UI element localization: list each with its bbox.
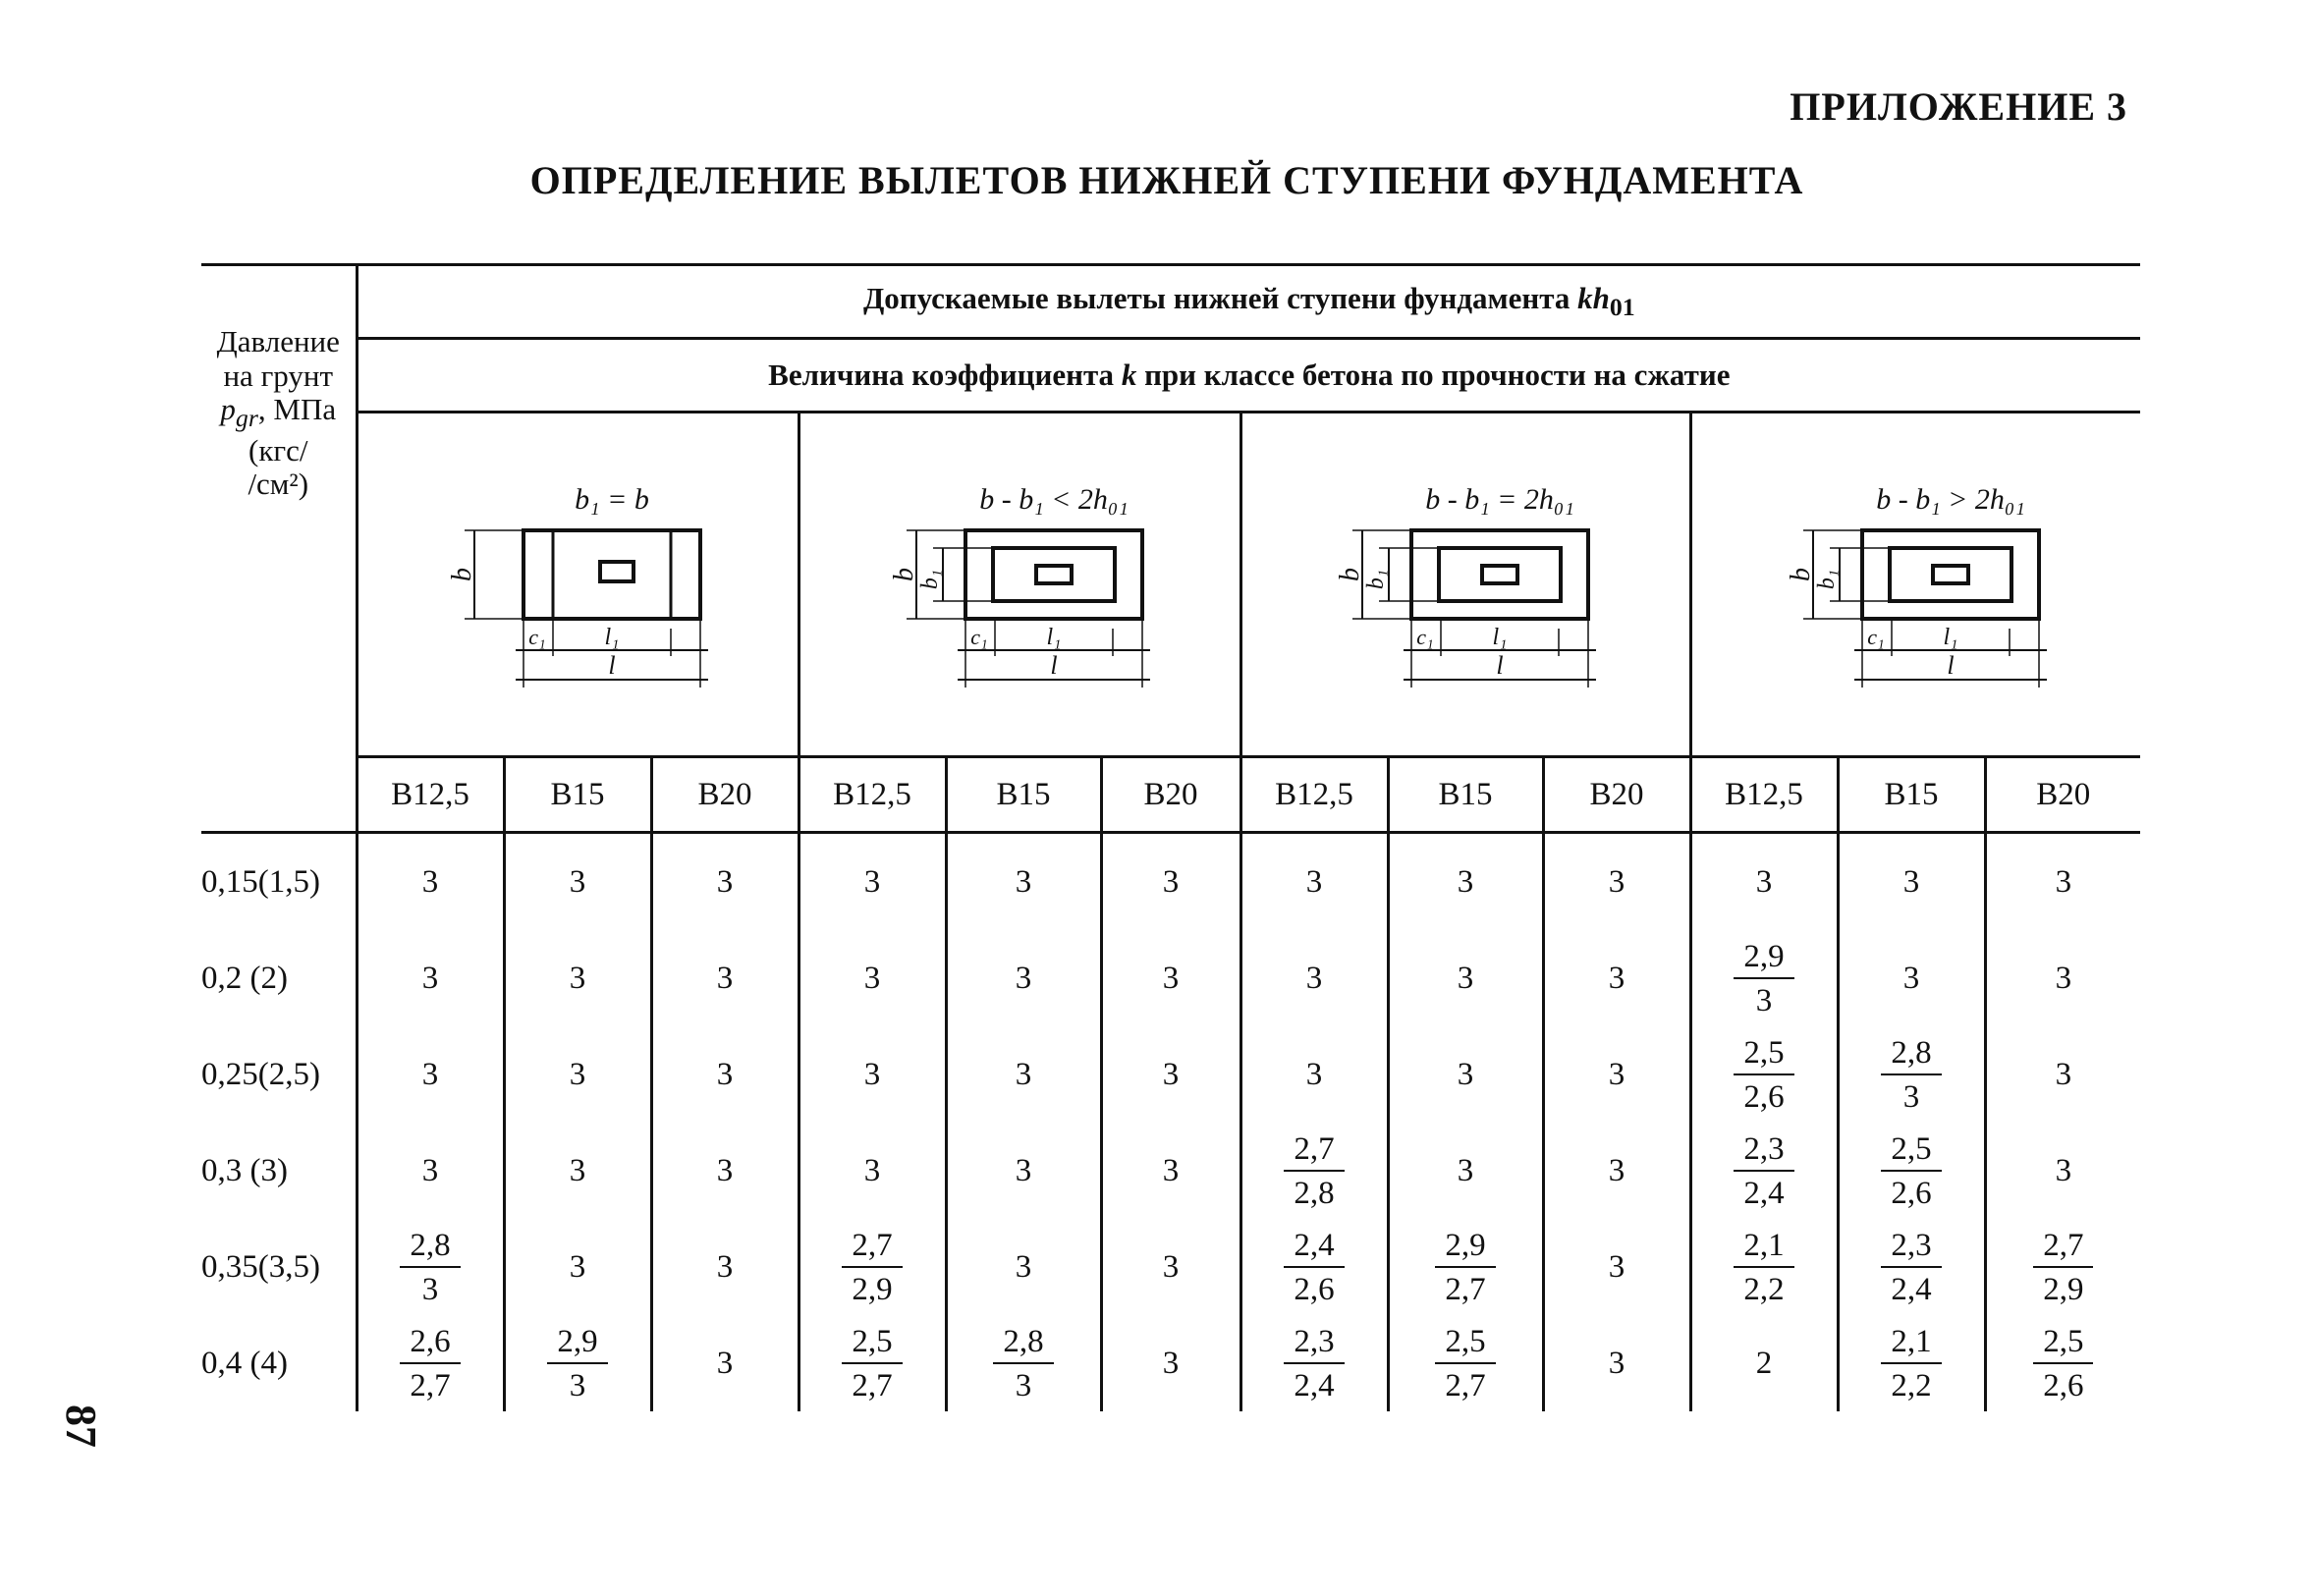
k-value-cell [1101, 1315, 1240, 1411]
k-value-cell [1388, 1026, 1543, 1123]
k-value: 3 [863, 1152, 881, 1188]
pressure-value: 0,15(1,5) [201, 863, 320, 900]
footing-diagram-2 [872, 471, 1167, 697]
diagram-l-label: l [608, 651, 616, 680]
k-value-cell [1985, 833, 2140, 931]
diagram-condition-label: b - b₁ > 2h₀₁ [1876, 483, 2025, 516]
k-denominator: 3 [421, 1272, 439, 1307]
k-value-cell [357, 1315, 504, 1411]
diagram-l1-label: l₁ [1492, 625, 1508, 650]
group-header-1-sub: 01 [1609, 293, 1635, 322]
k-value-cell [1240, 930, 1388, 1026]
footing-diagram-1 [430, 471, 725, 697]
k-value-cell [1101, 1026, 1240, 1123]
k-value-cell [1690, 1219, 1838, 1315]
k-value: 3 [1457, 960, 1474, 996]
k-fraction [400, 1326, 460, 1403]
k-value-cell [1985, 1123, 2140, 1219]
pressure-header [201, 265, 357, 833]
k-fraction [1881, 1326, 1941, 1403]
k-value: 3 [421, 960, 439, 996]
k-value-cell [1101, 930, 1240, 1026]
group-header-1 [357, 265, 2140, 339]
k-numerator: 2,3 [1734, 1133, 1793, 1172]
diagram-l1-label: l₁ [1046, 625, 1062, 650]
k-value: 3 [1162, 1056, 1180, 1092]
k-value-cell [357, 1123, 504, 1219]
k-denominator: 2,6 [1294, 1272, 1335, 1307]
concrete-grade-header: B15 [504, 757, 651, 833]
k-denominator: 2,4 [1891, 1272, 1932, 1307]
k-value: 3 [569, 960, 586, 996]
k-value: 3 [1162, 1345, 1180, 1381]
pressure-line-1: Давление [216, 324, 340, 358]
group-header-1-text: Допускаемые вылеты нижней ступени фундамента [862, 280, 1578, 315]
diagram-b-label: b [447, 568, 477, 581]
diagram-l-label: l [1496, 651, 1504, 680]
k-value-cell [1543, 930, 1690, 1026]
k-value-cell [651, 833, 799, 931]
k-numerator: 2,9 [1734, 941, 1793, 979]
k-value-cell [1690, 930, 1838, 1026]
k-value-cell [1543, 1026, 1690, 1123]
k-value: 3 [1162, 863, 1180, 900]
k-value: 3 [2055, 1056, 2072, 1092]
k-value-cell [1985, 1026, 2140, 1123]
k-value-cell [946, 833, 1101, 931]
k-value-cell [799, 1315, 946, 1411]
k-value-cell [946, 1123, 1101, 1219]
k-denominator: 2,7 [410, 1368, 451, 1403]
pressure-line-5: /см²) [248, 467, 309, 502]
k-fraction [1435, 1326, 1495, 1403]
k-value-cell [357, 1026, 504, 1123]
k-value: 3 [1015, 1056, 1032, 1092]
k-value-cell [946, 1219, 1101, 1315]
k-denominator: 2,7 [1445, 1272, 1486, 1307]
table-row [201, 1219, 2140, 1315]
k-fraction [2033, 1326, 2093, 1403]
diagram-l1-label: l₁ [1943, 625, 1958, 650]
k-numerator: 2,1 [1881, 1326, 1941, 1364]
k-value: 3 [1162, 1248, 1180, 1285]
diagram-b1-label: b₁ [917, 569, 943, 590]
pressure-value: 0,4 (4) [201, 1345, 288, 1381]
page-title: ОПРЕДЕЛЕНИЕ ВЫЛЕТОВ НИЖНЕЙ СТУПЕНИ ФУНДАМЕНТА [529, 158, 1804, 202]
k-value-cell [1543, 1123, 1690, 1219]
k-value-cell [1388, 1219, 1543, 1315]
k-value-cell [651, 930, 799, 1026]
concrete-grade-header: B12,5 [1240, 757, 1388, 833]
k-numerator: 2,7 [1284, 1133, 1344, 1172]
k-value-cell [1690, 1026, 1838, 1123]
k-value-cell [1838, 1123, 1985, 1219]
pressure-value: 0,35(3,5) [201, 1248, 320, 1285]
k-value-cell [946, 930, 1101, 1026]
k-denominator: 3 [1755, 983, 1773, 1018]
k-value-cell [1838, 1219, 1985, 1315]
concrete-grade-header: B15 [946, 757, 1101, 833]
k-value-cell [1985, 930, 2140, 1026]
k-denominator: 2,6 [2043, 1368, 2084, 1403]
k-value: 3 [421, 1152, 439, 1188]
k-value-cell [946, 1026, 1101, 1123]
group-header-2 [357, 339, 2140, 413]
pressure-value: 0,3 (3) [201, 1152, 288, 1188]
k-value: 3 [716, 1056, 734, 1092]
k-denominator: 3 [1015, 1368, 1032, 1403]
k-fraction [842, 1326, 902, 1403]
k-numerator: 2,8 [400, 1230, 460, 1268]
group-header-2-text-b: при классе бетона по прочности на сжатие [1136, 358, 1731, 392]
diagram-b-label: b [1785, 568, 1816, 581]
k-value: 3 [716, 863, 734, 900]
k-value-cell [651, 1026, 799, 1123]
k-value-cell [946, 1315, 1101, 1411]
appendix-label: ПРИЛОЖЕНИЕ 3 [1790, 84, 2127, 129]
k-denominator: 2,2 [1743, 1272, 1785, 1307]
k-value-cell [651, 1315, 799, 1411]
k-fraction [1734, 1230, 1793, 1306]
k-value-cell [1838, 930, 1985, 1026]
k-denominator: 3 [569, 1368, 586, 1403]
k-value: 3 [716, 1345, 734, 1381]
k-value: 3 [2055, 960, 2072, 996]
k-value: 3 [716, 1152, 734, 1188]
diagram-condition-label: b - b₁ < 2h₀₁ [979, 483, 1129, 516]
k-denominator: 3 [1902, 1079, 1920, 1115]
k-value-cell [1543, 833, 1690, 931]
k-value-cell [1838, 1315, 1985, 1411]
k-value-cell [1690, 833, 1838, 931]
k-value-cell [1388, 833, 1543, 931]
k-value-cell [1240, 833, 1388, 931]
diagram-b1-label: b₁ [1813, 569, 1840, 590]
group-header-2-text-a: Величина коэффициента [768, 358, 1122, 392]
k-value: 2 [1755, 1345, 1773, 1381]
k-value-cell [1543, 1315, 1690, 1411]
diagram-l-label: l [1947, 651, 1955, 680]
k-denominator: 2,9 [2043, 1272, 2084, 1307]
k-value-cell [1985, 1315, 2140, 1411]
k-denominator: 2,4 [1743, 1176, 1785, 1211]
k-fraction [1881, 1230, 1941, 1306]
k-denominator: 2,7 [1445, 1368, 1486, 1403]
k-denominator: 2,7 [852, 1368, 893, 1403]
table-row [201, 1026, 2140, 1123]
concrete-grade-header: B15 [1388, 757, 1543, 833]
k-value-cell [504, 1123, 651, 1219]
pressure-subscript: gr [235, 404, 258, 433]
k-numerator: 2,3 [1284, 1326, 1344, 1364]
k-fraction [1734, 1037, 1793, 1114]
k-value-cell [1101, 1219, 1240, 1315]
concrete-grade-header: B20 [1101, 757, 1240, 833]
diagram-cell-4 [1690, 413, 2140, 757]
k-value: 3 [421, 1056, 439, 1092]
k-fraction [1881, 1133, 1941, 1210]
k-value-cell [1690, 1123, 1838, 1219]
k-value-cell [1388, 1315, 1543, 1411]
coefficient-table [201, 263, 2140, 1411]
k-numerator: 2,7 [2033, 1230, 2093, 1268]
k-fraction [400, 1230, 460, 1306]
k-numerator: 2,8 [993, 1326, 1053, 1364]
k-value-cell [504, 833, 651, 931]
diagram-c1-label: c₁ [970, 625, 988, 649]
k-value-cell [651, 1219, 799, 1315]
k-value-cell [1101, 833, 1240, 931]
k-value: 3 [1015, 960, 1032, 996]
k-value-cell [799, 833, 946, 931]
k-fraction [1734, 1133, 1793, 1210]
k-value: 3 [1015, 863, 1032, 900]
diagram-condition-label: b - b₁ = 2h₀₁ [1425, 483, 1574, 516]
diagram-c1-label: c₁ [1867, 625, 1885, 649]
k-value: 3 [1305, 960, 1323, 996]
k-value-cell [799, 1123, 946, 1219]
diagram-b-label: b [889, 568, 919, 581]
k-numerator: 2,5 [1881, 1133, 1941, 1172]
k-value: 3 [1608, 1056, 1625, 1092]
k-value: 3 [1305, 1056, 1323, 1092]
k-value-cell [1543, 1219, 1690, 1315]
diagram-b-label: b [1335, 568, 1365, 581]
k-value: 3 [1015, 1152, 1032, 1188]
k-denominator: 2,4 [1294, 1368, 1335, 1403]
k-value: 3 [1162, 960, 1180, 996]
footing-diagram-3 [1318, 471, 1613, 697]
k-value-cell [799, 1026, 946, 1123]
pressure-unit: , МПа [257, 392, 337, 427]
table-row [201, 833, 2140, 931]
diagram-cell-3 [1240, 413, 1690, 757]
k-value: 3 [1608, 1152, 1625, 1188]
k-value-cell [1985, 1219, 2140, 1315]
k-fraction [1284, 1133, 1344, 1210]
concrete-grade-header: B12,5 [357, 757, 504, 833]
k-value: 3 [1755, 863, 1773, 900]
k-numerator: 2,9 [547, 1326, 607, 1364]
k-value: 3 [1015, 1248, 1032, 1285]
k-value-cell [1240, 1315, 1388, 1411]
concrete-grade-header: B15 [1838, 757, 1985, 833]
k-numerator: 2,8 [1881, 1037, 1941, 1075]
k-value: 3 [1608, 1248, 1625, 1285]
k-value: 3 [716, 1248, 734, 1285]
page-number: 87 [57, 1404, 105, 1448]
k-value-cell [357, 833, 504, 931]
k-denominator: 2,6 [1743, 1079, 1785, 1115]
k-value: 3 [569, 1152, 586, 1188]
k-value: 3 [1902, 960, 1920, 996]
k-value: 3 [1305, 863, 1323, 900]
k-value: 3 [569, 1248, 586, 1285]
k-fraction [1284, 1230, 1344, 1306]
k-denominator: 2,9 [852, 1272, 893, 1307]
k-fraction [1734, 941, 1793, 1018]
k-value: 3 [863, 960, 881, 996]
k-value: 3 [1608, 1345, 1625, 1381]
diagram-condition-label: b₁ = b [575, 483, 649, 516]
k-value: 3 [2055, 863, 2072, 900]
k-value: 3 [2055, 1152, 2072, 1188]
k-numerator: 2,5 [842, 1326, 902, 1364]
k-value-cell [504, 1219, 651, 1315]
k-value-cell [799, 930, 946, 1026]
k-value-cell [1240, 1219, 1388, 1315]
k-value-cell [1240, 1123, 1388, 1219]
k-numerator: 2,5 [2033, 1326, 2093, 1364]
pressure-value: 0,25(2,5) [201, 1056, 320, 1092]
k-numerator: 2,9 [1435, 1230, 1495, 1268]
concrete-grade-header: B20 [1543, 757, 1690, 833]
diagram-c1-label: c₁ [1416, 625, 1434, 649]
table-row [201, 1123, 2140, 1219]
k-value: 3 [863, 863, 881, 900]
pressure-symbol: p [220, 392, 236, 427]
k-value-cell [504, 1315, 651, 1411]
k-value-cell [1690, 1315, 1838, 1411]
k-value: 3 [421, 863, 439, 900]
k-value: 3 [716, 960, 734, 996]
k-value: 3 [863, 1056, 881, 1092]
k-value: 3 [1608, 863, 1625, 900]
table-row [201, 1315, 2140, 1411]
k-numerator: 2,6 [400, 1326, 460, 1364]
k-fraction [842, 1230, 902, 1306]
k-numerator: 2,1 [1734, 1230, 1793, 1268]
k-numerator: 2,5 [1435, 1326, 1495, 1364]
diagram-c1-label: c₁ [528, 625, 546, 649]
k-value-cell [1388, 1123, 1543, 1219]
k-fraction [1284, 1326, 1344, 1403]
diagram-cell-2 [799, 413, 1240, 757]
k-fraction [2033, 1230, 2093, 1306]
pressure-line-4: (кгс/ [248, 432, 308, 468]
group-header-1-symbol: kh [1577, 280, 1610, 315]
k-value-cell [504, 930, 651, 1026]
k-fraction [547, 1326, 607, 1403]
k-numerator: 2,5 [1734, 1037, 1793, 1075]
diagram-cell-1 [357, 413, 799, 757]
k-value-cell [1838, 1026, 1985, 1123]
concrete-grade-header: B12,5 [799, 757, 946, 833]
k-value: 3 [569, 1056, 586, 1092]
k-numerator: 2,3 [1881, 1230, 1941, 1268]
k-fraction [1435, 1230, 1495, 1306]
k-denominator: 2,8 [1294, 1176, 1335, 1211]
k-denominator: 2,2 [1891, 1368, 1932, 1403]
k-value: 3 [1457, 1152, 1474, 1188]
k-value: 3 [569, 863, 586, 900]
k-value: 3 [1162, 1152, 1180, 1188]
k-value-cell [651, 1123, 799, 1219]
k-value-cell [357, 930, 504, 1026]
pressure-line-2: на грунт [223, 358, 334, 393]
concrete-grade-header: B20 [1985, 757, 2140, 833]
k-value: 3 [1902, 863, 1920, 900]
k-value-cell [1838, 833, 1985, 931]
k-value: 3 [1457, 1056, 1474, 1092]
diagram-l1-label: l₁ [604, 625, 620, 650]
k-value-cell [799, 1219, 946, 1315]
k-fraction [993, 1326, 1053, 1403]
k-numerator: 2,4 [1284, 1230, 1344, 1268]
k-value-cell [504, 1026, 651, 1123]
k-value-cell [1101, 1123, 1240, 1219]
k-numerator: 2,7 [842, 1230, 902, 1268]
k-value: 3 [1608, 960, 1625, 996]
k-denominator: 2,6 [1891, 1176, 1932, 1211]
diagram-b1-label: b₁ [1363, 569, 1389, 590]
concrete-grade-header: B12,5 [1690, 757, 1838, 833]
footing-diagram-4 [1769, 471, 2064, 697]
concrete-grade-header: B20 [651, 757, 799, 833]
k-value: 3 [1457, 863, 1474, 900]
group-header-2-symbol: k [1121, 358, 1137, 392]
k-value-cell [1240, 1026, 1388, 1123]
k-value-cell [1388, 930, 1543, 1026]
table-row [201, 930, 2140, 1026]
pressure-value: 0,2 (2) [201, 960, 288, 996]
diagram-l-label: l [1050, 651, 1058, 680]
k-fraction [1881, 1037, 1941, 1114]
k-value-cell [357, 1219, 504, 1315]
